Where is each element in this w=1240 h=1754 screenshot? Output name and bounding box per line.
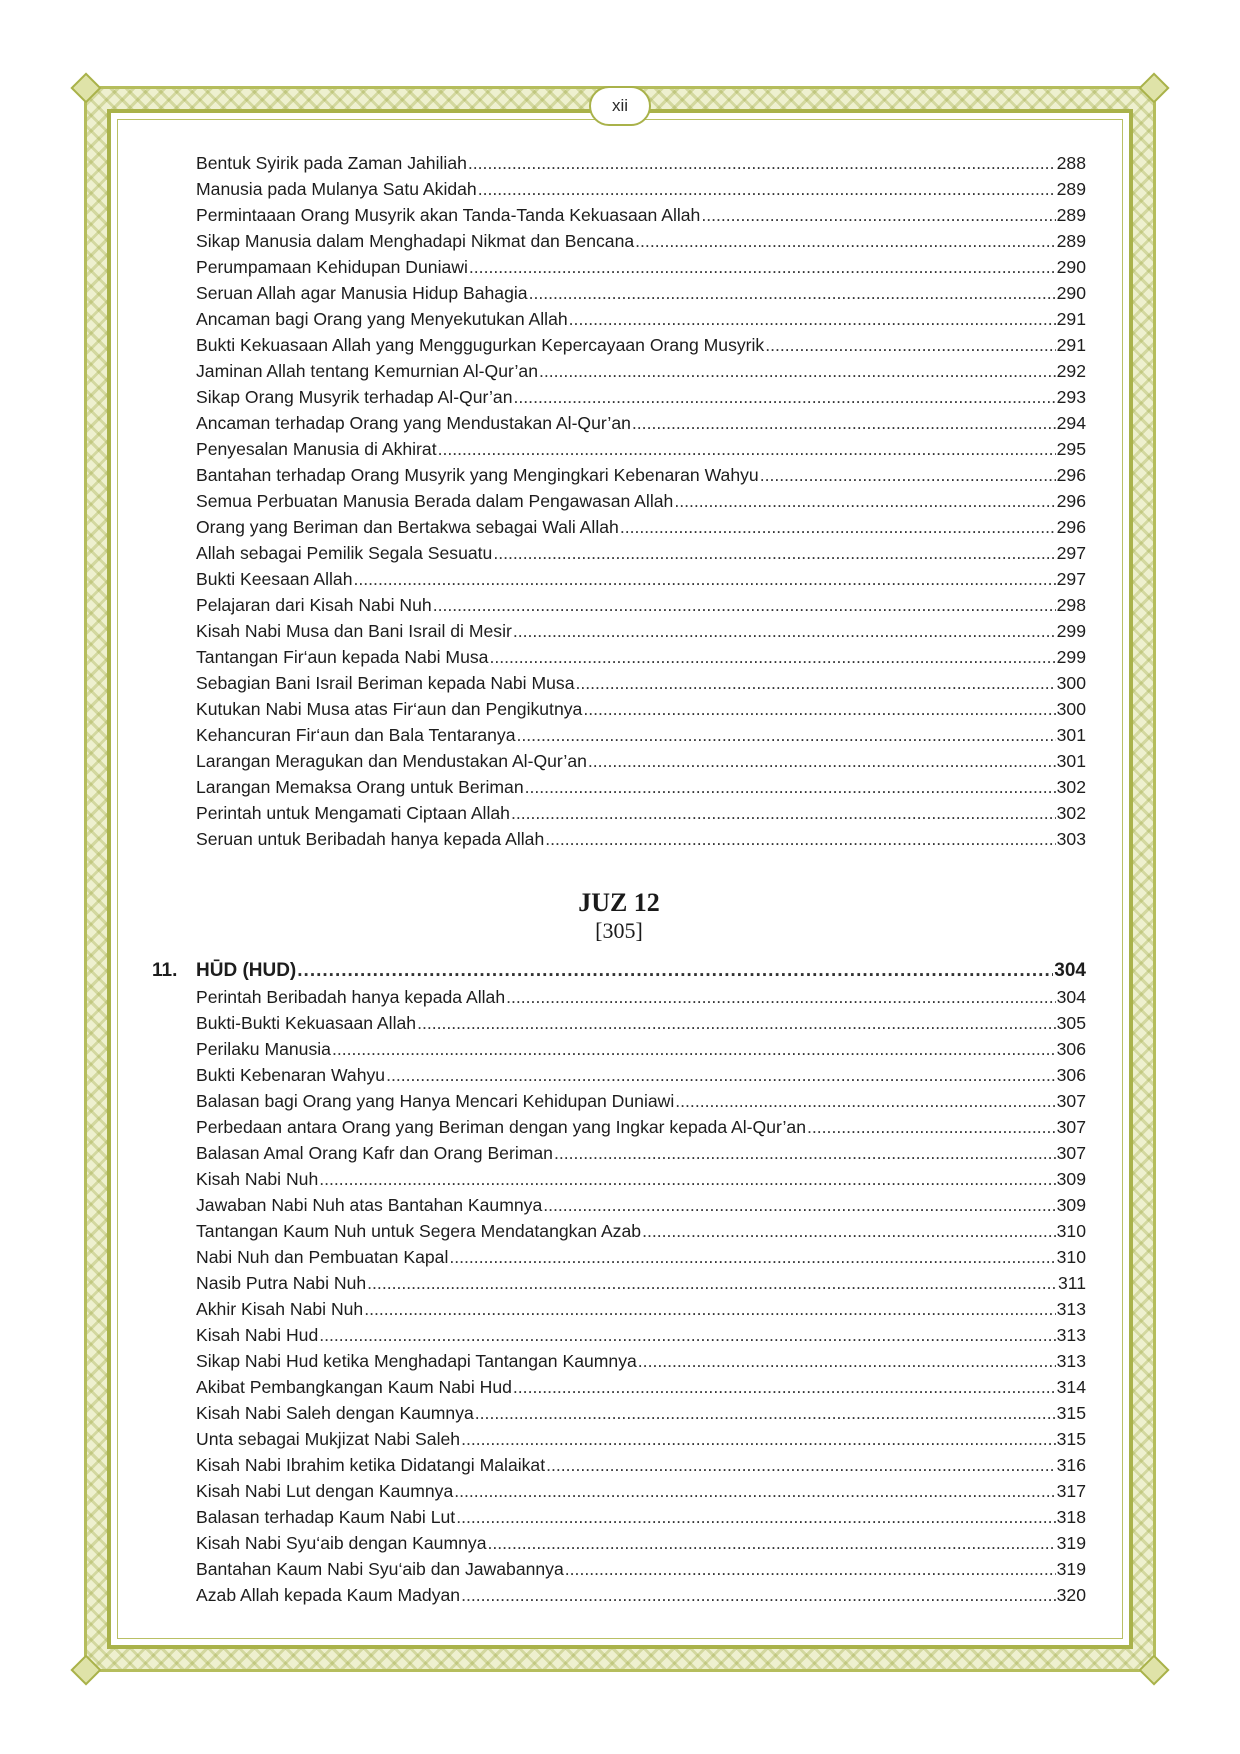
- toc-entry[interactable]: [152, 1114, 1086, 1140]
- juz-subtitle: [305]: [595, 918, 643, 943]
- entry-page: 289: [1056, 179, 1086, 199]
- entry-page: 318: [1056, 1507, 1086, 1527]
- toc-entry[interactable]: [152, 1218, 1086, 1244]
- entry-title: Sebagian Bani Israil Beriman kepada Nabi Musa: [196, 673, 575, 693]
- toc-entry[interactable]: [152, 514, 1086, 540]
- entry-page: 310: [1056, 1221, 1086, 1241]
- dot-leader: [517, 722, 1056, 748]
- toc-entry[interactable]: [152, 1530, 1086, 1556]
- dot-leader: [468, 150, 1056, 176]
- toc-entry[interactable]: [152, 176, 1086, 202]
- dot-leader: [583, 696, 1055, 722]
- dot-leader: [461, 1582, 1056, 1608]
- entry-title: Kisah Nabi Saleh dengan Kaumnya: [196, 1403, 474, 1423]
- dot-leader: [632, 410, 1056, 436]
- toc-entry[interactable]: [152, 1452, 1086, 1478]
- entry-title: Ancaman bagi Orang yang Menyekutukan Allah: [196, 309, 568, 329]
- entry-title: Jawaban Nabi Nuh atas Bantahan Kaumnya: [196, 1195, 543, 1215]
- toc-entry[interactable]: [152, 228, 1086, 254]
- entry-page: 290: [1056, 283, 1086, 303]
- entry-title: Perintah untuk Mengamati Ciptaan Allah: [196, 803, 510, 823]
- entry-title: Kisah Nabi Syu‘aib dengan Kaumnya: [196, 1533, 487, 1553]
- entry-title: Bantahan Kaum Nabi Syu‘aib dan Jawabannya: [196, 1559, 564, 1579]
- toc-section-lower: [152, 984, 1086, 1608]
- entry-title: Tantangan Kaum Nuh untuk Segera Mendatangkan Azab: [196, 1221, 642, 1241]
- toc-entry[interactable]: [152, 332, 1086, 358]
- dot-leader: [588, 748, 1056, 774]
- entry-title: Balasan bagi Orang yang Hanya Mencari Kehidupan Duniawi: [196, 1091, 675, 1111]
- toc-entry[interactable]: [152, 540, 1086, 566]
- toc-section-upper: [152, 150, 1086, 852]
- toc-entry[interactable]: [152, 358, 1086, 384]
- entry-title: Bukti Kekuasaan Allah yang Menggugurkan Kepercayaan Orang Musyrik: [196, 335, 765, 355]
- entry-page: 297: [1056, 543, 1086, 563]
- entry-title: Perintah Beribadah hanya kepada Allah: [196, 987, 506, 1007]
- entry-page: 307: [1056, 1117, 1086, 1137]
- toc-entry[interactable]: [152, 800, 1086, 826]
- entry-page: 296: [1056, 517, 1086, 537]
- dot-leader: [511, 800, 1056, 826]
- dot-leader: [319, 1322, 1055, 1348]
- entry-page: 316: [1056, 1455, 1086, 1475]
- toc-entry[interactable]: [152, 1192, 1086, 1218]
- entry-page: 313: [1056, 1351, 1086, 1371]
- page-number: xii: [589, 86, 651, 126]
- entry-page: 292: [1056, 361, 1086, 381]
- toc-entry[interactable]: [152, 1244, 1086, 1270]
- entry-page: 317: [1056, 1481, 1086, 1501]
- surah-number: 11.: [152, 960, 178, 981]
- entry-page: 289: [1056, 231, 1086, 251]
- dot-leader: [493, 540, 1055, 566]
- dot-leader: [674, 488, 1055, 514]
- toc-entry[interactable]: [152, 1322, 1086, 1348]
- toc-entry[interactable]: [152, 774, 1086, 800]
- entry-page: 320: [1056, 1585, 1086, 1605]
- entry-title: Larangan Memaksa Orang untuk Beriman: [196, 777, 524, 797]
- entry-page: 300: [1056, 673, 1086, 693]
- dot-leader: [478, 176, 1056, 202]
- entry-title: Bukti Keesaan Allah: [196, 569, 353, 589]
- entry-title: Bukti Kebenaran Wahyu: [196, 1065, 386, 1085]
- dot-leader: [545, 826, 1055, 852]
- entry-title: Bukti-Bukti Kekuasaan Allah: [196, 1013, 417, 1033]
- entry-page: 303: [1056, 829, 1086, 849]
- toc-entry[interactable]: [152, 644, 1086, 670]
- toc-entry[interactable]: [152, 566, 1086, 592]
- entry-title: Tantangan Fir‘aun kepada Nabi Musa: [196, 647, 489, 667]
- entry-page: 291: [1056, 335, 1086, 355]
- dot-leader: [438, 436, 1056, 462]
- dot-leader: [635, 228, 1055, 254]
- entry-page: 309: [1056, 1169, 1086, 1189]
- toc-entry[interactable]: [152, 1426, 1086, 1452]
- entry-page: 304: [1056, 987, 1086, 1007]
- entry-page: 302: [1056, 777, 1086, 797]
- entry-title: Balasan terhadap Kaum Nabi Lut: [196, 1507, 456, 1527]
- toc-entry[interactable]: [152, 410, 1086, 436]
- toc-entry[interactable]: [152, 1556, 1086, 1582]
- dot-leader: [543, 1192, 1055, 1218]
- toc-entry[interactable]: [152, 722, 1086, 748]
- toc-entry[interactable]: [152, 1478, 1086, 1504]
- dot-leader: [456, 1504, 1055, 1530]
- dot-leader: [417, 1010, 1056, 1036]
- entry-page: 296: [1056, 465, 1086, 485]
- entry-page: 290: [1056, 257, 1086, 277]
- entry-page: 296: [1056, 491, 1086, 511]
- toc-entry[interactable]: [152, 1504, 1086, 1530]
- entry-title: Kisah Nabi Ibrahim ketika Didatangi Malaikat: [196, 1455, 546, 1475]
- entry-page: 300: [1056, 699, 1086, 719]
- entry-title: Orang yang Beriman dan Bertakwa sebagai Wali Allah: [196, 517, 619, 537]
- toc-entry[interactable]: [152, 1400, 1086, 1426]
- toc-entry[interactable]: [152, 384, 1086, 410]
- entry-page: 313: [1056, 1299, 1086, 1319]
- dot-leader: [433, 592, 1056, 618]
- dot-leader: [525, 774, 1056, 800]
- entry-title: Penyesalan Manusia di Akhirat: [196, 439, 437, 459]
- toc-entry[interactable]: [152, 1270, 1086, 1296]
- entry-title: Seruan Allah agar Manusia Hidup Bahagia: [196, 283, 528, 303]
- juz-title: JUZ 12: [578, 888, 660, 917]
- table-of-contents: [152, 150, 1086, 1608]
- dot-leader: [539, 358, 1056, 384]
- entry-title: Kisah Nabi Musa dan Bani Israil di Mesir: [196, 621, 512, 641]
- toc-entry[interactable]: [152, 826, 1086, 852]
- dot-leader: [638, 1348, 1056, 1374]
- dot-leader: [475, 1400, 1056, 1426]
- dot-leader: [575, 670, 1055, 696]
- toc-entry[interactable]: [152, 1374, 1086, 1400]
- dot-leader: [514, 384, 1056, 410]
- toc-entry[interactable]: [152, 670, 1086, 696]
- dot-leader: [565, 1556, 1056, 1582]
- toc-entry[interactable]: [152, 696, 1086, 722]
- dot-leader: [569, 306, 1056, 332]
- entry-page: 297: [1056, 569, 1086, 589]
- entry-page: 305: [1056, 1013, 1086, 1033]
- toc-entry[interactable]: [152, 280, 1086, 306]
- toc-entry[interactable]: [152, 1296, 1086, 1322]
- entry-title: Akibat Pembangkangan Kaum Nabi Hud: [196, 1377, 512, 1397]
- toc-entry[interactable]: [152, 202, 1086, 228]
- entry-title: Perbedaan antara Orang yang Beriman dengan yang Ingkar kepada Al-Qur’an: [196, 1117, 806, 1137]
- entry-page: 314: [1056, 1377, 1086, 1397]
- surah-title: HŪD (HUD): [196, 960, 297, 981]
- toc-entry[interactable]: [152, 1140, 1086, 1166]
- toc-entry[interactable]: [152, 1062, 1086, 1088]
- entry-page: 311: [1057, 1273, 1086, 1293]
- entry-page: 289: [1056, 205, 1086, 225]
- dot-leader: [807, 1114, 1056, 1140]
- entry-title: Jaminan Allah tentang Kemurnian Al-Qur’an: [196, 361, 538, 381]
- dot-leader: [760, 462, 1056, 488]
- entry-title: Ancaman terhadap Orang yang Mendustakan Al-Qur’an: [196, 413, 631, 433]
- dot-leader: [701, 202, 1055, 228]
- entry-page: 301: [1056, 725, 1086, 745]
- dot-leader: [506, 984, 1056, 1010]
- dot-leader: [488, 1530, 1056, 1556]
- toc-entry[interactable]: [152, 748, 1086, 774]
- entry-title: Akhir Kisah Nabi Nuh: [196, 1299, 364, 1319]
- toc-entry[interactable]: [152, 306, 1086, 332]
- dot-leader: [554, 1140, 1056, 1166]
- entry-page: 299: [1056, 647, 1086, 667]
- entry-page: 291: [1056, 309, 1086, 329]
- entry-page: 301: [1056, 751, 1086, 771]
- toc-entry[interactable]: [152, 1348, 1086, 1374]
- toc-entry[interactable]: [152, 1582, 1086, 1608]
- entry-page: 295: [1056, 439, 1086, 459]
- entry-title: Bentuk Syirik pada Zaman Jahiliah: [196, 153, 467, 173]
- entry-title: Semua Perbuatan Manusia Berada dalam Pengawasan Allah: [196, 491, 674, 511]
- dot-leader: [297, 958, 1053, 984]
- entry-page: 306: [1056, 1065, 1086, 1085]
- entry-title: Manusia pada Mulanya Satu Akidah: [196, 179, 477, 199]
- dot-leader: [319, 1166, 1055, 1192]
- dot-leader: [620, 514, 1056, 540]
- toc-entry[interactable]: [152, 150, 1086, 176]
- entry-page: 307: [1056, 1091, 1086, 1111]
- dot-leader: [449, 1244, 1055, 1270]
- entry-title: Perumpamaan Kehidupan Duniawi: [196, 257, 468, 277]
- entry-title: Perilaku Manusia: [196, 1039, 331, 1059]
- toc-entry[interactable]: [152, 1036, 1086, 1062]
- dot-leader: [461, 1426, 1056, 1452]
- entry-page: 288: [1056, 153, 1086, 173]
- dot-leader: [513, 618, 1056, 644]
- surah-entry[interactable]: [152, 958, 1086, 984]
- toc-entry[interactable]: [152, 1088, 1086, 1114]
- entry-title: Permintaaan Orang Musyrik akan Tanda-Tanda Kekuasaan Allah: [196, 205, 701, 225]
- dot-leader: [364, 1296, 1055, 1322]
- dot-leader: [469, 254, 1056, 280]
- toc-entry[interactable]: [152, 1166, 1086, 1192]
- toc-entry[interactable]: [152, 462, 1086, 488]
- toc-entry[interactable]: [152, 618, 1086, 644]
- entry-title: Kutukan Nabi Musa atas Fir‘aun dan Pengikutnya: [196, 699, 583, 719]
- entry-page: 319: [1056, 1559, 1086, 1579]
- dot-leader: [513, 1374, 1056, 1400]
- dot-leader: [454, 1478, 1055, 1504]
- entry-title: Kisah Nabi Lut dengan Kaumnya: [196, 1481, 454, 1501]
- entry-title: Larangan Meragukan dan Mendustakan Al-Qur’an: [196, 751, 587, 771]
- dot-leader: [332, 1036, 1056, 1062]
- entry-title: Balasan Amal Orang Kafr dan Orang Beriman: [196, 1143, 553, 1163]
- entry-title: Nabi Nuh dan Pembuatan Kapal: [196, 1247, 449, 1267]
- dot-leader: [765, 332, 1055, 358]
- entry-page: 293: [1056, 387, 1086, 407]
- dot-leader: [546, 1452, 1056, 1478]
- entry-title: Sikap Nabi Hud ketika Menghadapi Tantangan Kaumnya: [196, 1351, 637, 1371]
- entry-page: 309: [1056, 1195, 1086, 1215]
- juz-heading: [152, 852, 1086, 958]
- entry-page: 294: [1056, 413, 1086, 433]
- dot-leader: [529, 280, 1056, 306]
- entry-title: Nasib Putra Nabi Nuh: [196, 1273, 367, 1293]
- entry-title: Seruan untuk Beribadah hanya kepada Allah: [196, 829, 545, 849]
- toc-entry[interactable]: [152, 984, 1086, 1010]
- toc-entry[interactable]: [152, 254, 1086, 280]
- toc-entry[interactable]: [152, 592, 1086, 618]
- entry-title: Kisah Nabi Hud: [196, 1325, 319, 1345]
- entry-title: Allah sebagai Pemilik Segala Sesuatu: [196, 543, 493, 563]
- entry-page: 298: [1056, 595, 1086, 615]
- entry-title: Kehancuran Fir‘aun dan Bala Tentaranya: [196, 725, 516, 745]
- dot-leader: [489, 644, 1055, 670]
- entry-title: Sikap Manusia dalam Menghadapi Nikmat dan Bencana: [196, 231, 635, 251]
- entry-page: 319: [1056, 1533, 1086, 1553]
- entry-page: 302: [1056, 803, 1086, 823]
- entry-title: Kisah Nabi Nuh: [196, 1169, 319, 1189]
- entry-page: 299: [1056, 621, 1086, 641]
- entry-title: Pelajaran dari Kisah Nabi Nuh: [196, 595, 432, 615]
- toc-entry[interactable]: [152, 488, 1086, 514]
- toc-entry[interactable]: [152, 436, 1086, 462]
- entry-title: Sikap Orang Musyrik terhadap Al-Qur’an: [196, 387, 513, 407]
- dot-leader: [642, 1218, 1056, 1244]
- entry-page: 307: [1056, 1143, 1086, 1163]
- entry-title: Azab Allah kepada Kaum Madyan: [196, 1585, 461, 1605]
- entry-page: 313: [1056, 1325, 1086, 1345]
- entry-page: 310: [1056, 1247, 1086, 1267]
- entry-page: 306: [1056, 1039, 1086, 1059]
- entry-page: 315: [1056, 1403, 1086, 1423]
- dot-leader: [354, 566, 1056, 592]
- dot-leader: [386, 1062, 1056, 1088]
- surah-page: 304: [1054, 960, 1086, 981]
- entry-page: 315: [1056, 1429, 1086, 1449]
- entry-title: Unta sebagai Mukjizat Nabi Saleh: [196, 1429, 461, 1449]
- entry-title: Bantahan terhadap Orang Musyrik yang Mengingkari Kebenaran Wahyu: [196, 465, 759, 485]
- dot-leader: [367, 1270, 1057, 1296]
- dot-leader: [675, 1088, 1055, 1114]
- toc-entry[interactable]: [152, 1010, 1086, 1036]
